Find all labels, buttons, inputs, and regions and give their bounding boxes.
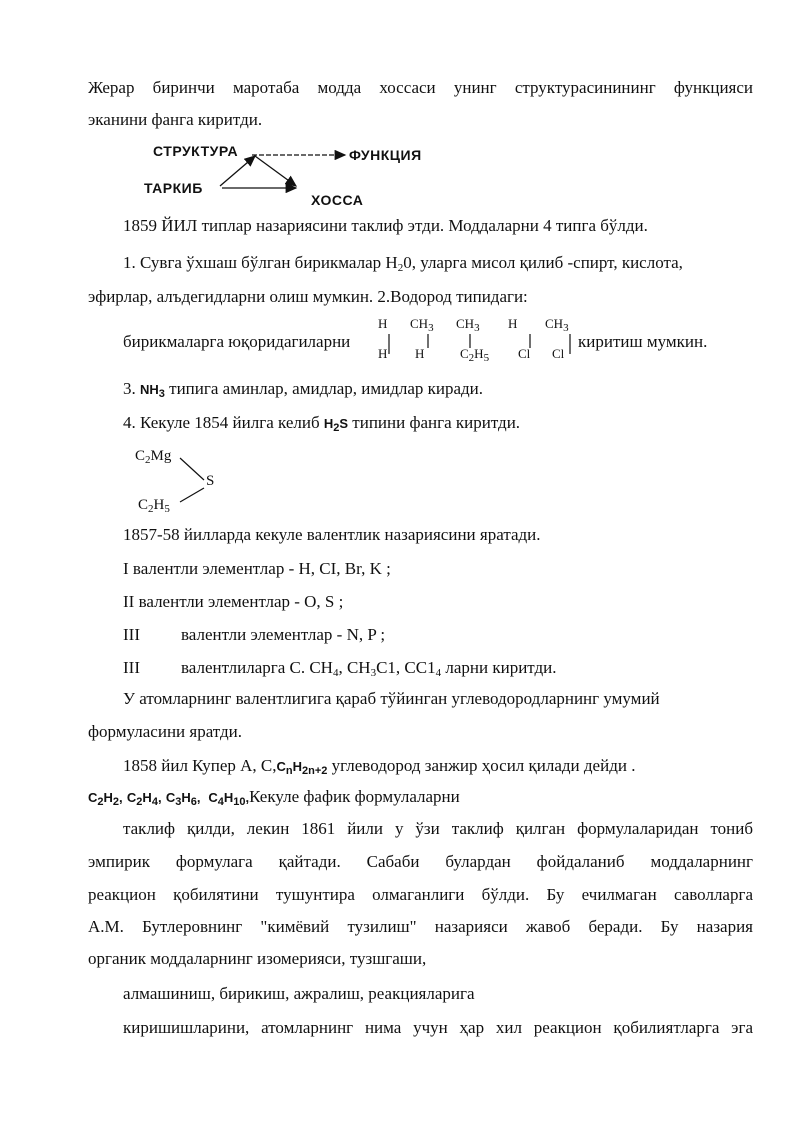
formula-c4h10: $C_4H_{10}$, xyxy=(204,790,250,808)
mol-5-bottom: Cl xyxy=(552,346,565,361)
intro-line-1: Жерар биринчи маротаба модда хоссаси унинг структурасинининг функцияси xyxy=(88,78,753,97)
mol-3-top: $CH_3$ xyxy=(456,316,480,334)
nh3-formula: $NH_3$ xyxy=(140,382,165,400)
mol-1-bottom: H xyxy=(378,346,388,361)
general-line-2: формуласини яратди. xyxy=(88,722,243,741)
h2s-formula: $H_2S$ xyxy=(323,416,349,434)
mol-1-top: H xyxy=(378,316,388,331)
diagram-function-label: ФУНКЦИЯ xyxy=(349,147,422,163)
type-1-line: 1. Сувга ўхшаш бўлган бирикмалар $Н_20$, уларга мисол қилиб -спирт, кислота, xyxy=(123,253,683,274)
sulfide-top: $C_2Mg$ xyxy=(135,448,172,466)
type-3-line: 3. $NH_3$ типига аминлар, амидлар, имидлар киради. xyxy=(123,379,484,400)
mol-4-top: H xyxy=(508,316,518,331)
type-4-line: 4. Кекуле 1854 йилга келиб $H_2S$ типини фанга киритди. xyxy=(123,413,521,434)
mol-2-top: $CH_3$ xyxy=(410,316,434,334)
valence-4-text: валентлиларга C. $CH_4$, $CH_3C1$, $CC1_4$ ларни киритди. xyxy=(181,658,557,679)
diagram-composition-label: ТАРКИБ xyxy=(144,180,203,196)
formula-c3h6: $C_3H_6$, xyxy=(165,790,201,808)
sulfide-center: S xyxy=(206,473,215,489)
cooper-line: 1858 йил Купер А, $С,C_nH_{2n+2}$ углеводород занжир ҳосил қилади дейди . xyxy=(123,756,636,777)
mol-2-bottom: H xyxy=(415,346,425,361)
paragraph-line-7: киришишларини, атомларнинг нима учун ҳар хил реакцион қобилиятларга эга xyxy=(123,1018,753,1037)
diagram-structure-label: СТРУКТУРА xyxy=(153,143,239,159)
paragraph-line-6: алмашиниш, бирикиш, ажралиш, реакцияларига xyxy=(123,984,475,1003)
formula-c2h4: $C_2H_4$, xyxy=(126,790,162,808)
valence-3-text: валентли элементлар - N, P ; xyxy=(181,625,386,644)
mol-3-bottom: $C_2H_5$ xyxy=(460,346,490,364)
diagram-property-label: ХОССА xyxy=(311,192,364,208)
sulfide-bottom: $C_2H_5$ xyxy=(138,497,170,515)
hydrogen-type-lead: бирикмаларга юқоридагиларни xyxy=(123,332,351,351)
types-1859: 1859 ЙИЛ типлар назариясини таклиф этди. Моддаларни 4 типга бўлди. xyxy=(123,216,648,235)
valence-4-num: III xyxy=(123,658,140,677)
type-1-line-2: эфирлар, алъдегидларни олиш мумкин. 2.Водород типидаги: xyxy=(88,287,528,306)
paragraph-line-1: таклиф қилди, лекин 1861 йили у ўзи таклиф қилган формулаларидан тониб xyxy=(123,819,753,838)
valence-2: II валентли элементлар - О, S ; xyxy=(123,592,344,611)
intro-line-2: эканини фанга киритди. xyxy=(88,110,263,129)
mol-5-top: $CH_3$ xyxy=(545,316,569,334)
hydrogen-type-tail: киритиш мумкин. xyxy=(578,332,708,351)
mol-4-bottom: Cl xyxy=(518,346,531,361)
general-line-1: У атомларнинг валентлигига қараб тўйинган углеводородларнинг умумий xyxy=(123,689,660,708)
paragraph-line-4: А.М. Бутлеровнинг "кимёвий тузилиш" назарияси жавоб беради. Бу назария xyxy=(88,917,753,936)
paragraph-line-2: эмпирик формулага қайтади. Сабаби булардан фойдаланиб моддаларнинг xyxy=(88,852,753,871)
valence-3-num: III xyxy=(123,625,140,644)
paragraph-line-5: органик моддаларнинг изомерияси, тузшгаши, xyxy=(88,949,427,968)
formula-c2h2: $C_2H_2$, xyxy=(88,790,123,808)
valence-1: I валентли элементлар - Н, СI, Br, K ; xyxy=(123,559,391,578)
valence-intro: 1857-58 йилларда кекуле валентлик назариясини яратади. xyxy=(123,525,541,544)
kekule-formulas-line: $C_2H_2$, $C_2H_4$, $C_3H_6$, $C_4H_{10},Кекуле$ фафик формулаларни xyxy=(88,787,460,808)
alkane-formula: $C_nH_{2n+2}$ xyxy=(276,759,328,777)
paragraph-line-3: реакцион қобилятини тушунтира олмаганлиги бўлди. Бу ечилмаган саволларга xyxy=(88,885,753,904)
